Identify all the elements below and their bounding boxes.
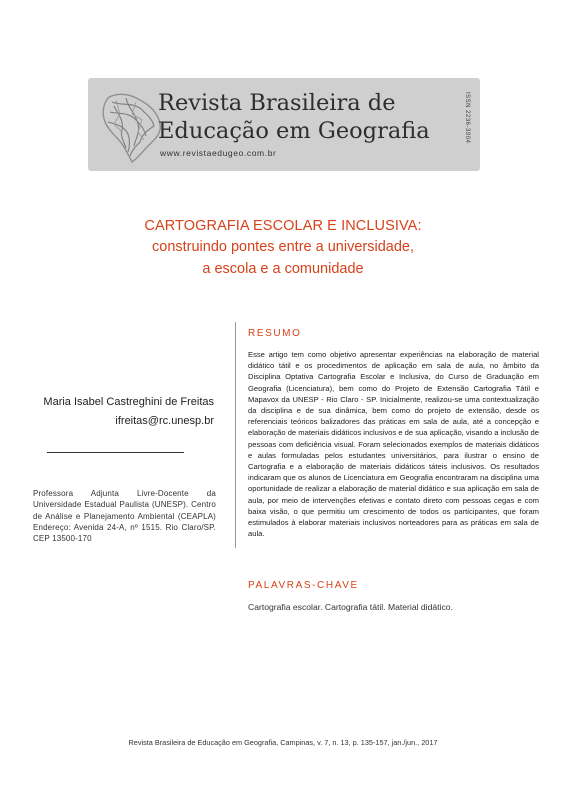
resumo-heading: RESUMO xyxy=(248,328,302,339)
journal-title-line1: Revista Brasileira de xyxy=(158,90,396,116)
brazil-map-logo-icon xyxy=(96,84,166,166)
author-block xyxy=(43,393,214,431)
journal-banner xyxy=(88,78,480,171)
author-affiliation: Professora Adjunta Livre-Docente da Universidade Estadual Paulista (UNESP). Centro de Análise e Planejamento Ambiental (CEAPLA) Endereço: Avenida 24-A, nº 1515. Rio Claro/SP. CEP 13500-170 xyxy=(33,489,216,544)
article-title xyxy=(0,216,566,280)
article-title-line1: CARTOGRAFIA ESCOLAR E INCLUSIVA: xyxy=(144,218,422,234)
column-divider xyxy=(235,322,236,548)
palavras-chave-text: Cartografia escolar. Cartografia tátil. Material didático. xyxy=(248,602,453,612)
article-title-line2: construindo pontes entre a universidade, xyxy=(152,239,414,255)
author-email: ifreitas@rc.unesp.br xyxy=(115,415,214,427)
journal-title-line2: Educação em Geografia xyxy=(158,118,430,144)
journal-url: www.revistaedugeo.com.br xyxy=(160,148,277,158)
journal-title xyxy=(158,89,430,145)
footer-citation: Revista Brasileira de Educação em Geografia, Campinas, v. 7, n. 13, p. 135-157, jan./jun., 2017 xyxy=(128,738,438,747)
issn-label: ISSN 2236-3904 xyxy=(464,92,470,144)
palavras-chave-heading: PALAVRAS-CHAVE xyxy=(248,580,359,591)
author-divider xyxy=(47,452,184,453)
author-name: Maria Isabel Castreghini de Freitas xyxy=(43,396,214,408)
article-title-line3: a escola e a comunidade xyxy=(202,261,364,277)
resumo-text: Esse artigo tem como objetivo apresentar experiências na elaboração de material didático tátil e os procedimentos de aplicação em sala de aula, no âmbito da Disciplina Optativa Cartografia Escolar e Inclusiva, do Curso de Graduação em Geografia (Licenciatura), bem como do Projeto de Extensão Cartografia Tátil e Mapavox da UNESP - Rio Claro - SP. Inicialmente, realizou-se uma contextualização da disciplina e de sua dinâmica, bem como do projeto de extensão, desde os referenciais teóricos balizadores das práticas em sala de aula, até a concepção e elaboração de materiais didáticos inclusivos e de sua aplicação, visando a inclusão de pessoas com deficiência visual. Foram selecionados exemplos de materiais didáticos e aulas formuladas pelos estudantes universitários, para ilustrar o ensino de Cartografia e a elaboração de materiais didáticos táteis inclusivos. Os resultados indicaram que os alunos de Licenciatura em Geografia encontraram na disciplina uma oportunidade de realizar a elaboração de material didático e sua aplicação em sala de aula, por meio de intervenções efetivas e contato direto com pessoas cegas e com baixa visão, o que permitiu um crescimento de todos os participantes, que foram estimulados à elaborar materiais inclusivos norteadores para as práticas em sala de aula. xyxy=(248,350,539,539)
